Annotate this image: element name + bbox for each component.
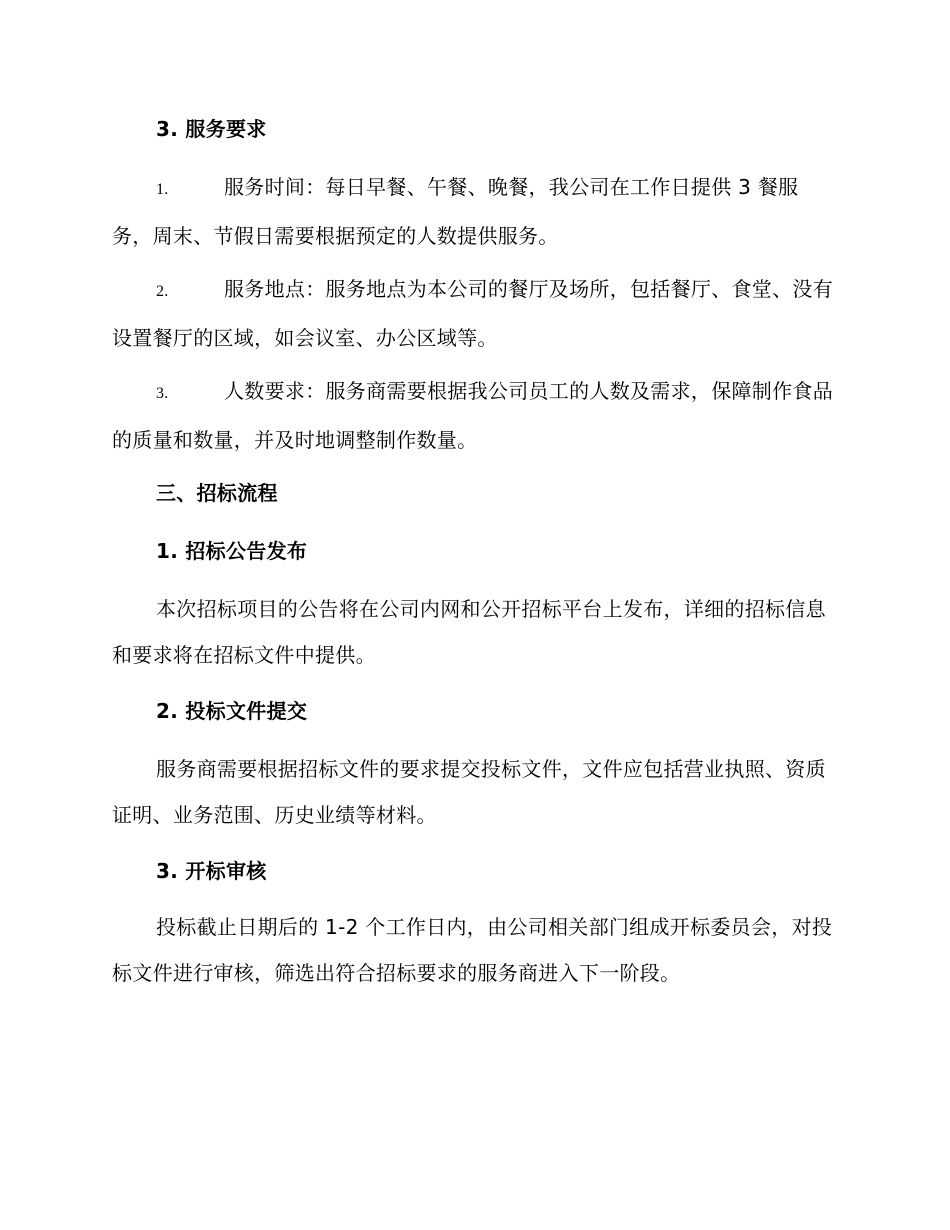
list-number: 3. <box>156 385 169 402</box>
list-number: 2. <box>156 283 169 300</box>
list-item-text: 服务地点：服务地点为本公司的餐厅及场所，包括餐厅、食堂、没有设置餐厅的区域，如会议室、办公区域等。 <box>112 277 833 350</box>
list-item-service-location <box>112 266 834 361</box>
paragraph-bid-announcement: 本次招标项目的公告将在公司内网和公开招标平台上发布，详细的招标信息和要求将在招标文件中提供。 <box>112 597 826 667</box>
subsection-heading-bid-submission: 2. 投标文件提交 <box>156 699 308 723</box>
section-heading-bidding-process: 三、招标流程 <box>156 481 278 505</box>
list-item-text: 服务时间：每日早餐、午餐、晚餐，我公司在工作日提供 3 餐服务，周末、节假日需要根据预定的人数提供服务。 <box>112 175 799 248</box>
list-item-service-time <box>112 164 834 259</box>
section-heading-service-requirements: 3. 服务要求 <box>156 117 267 141</box>
list-number: 1. <box>156 181 169 198</box>
subsection-heading-bid-opening-review: 3. 开标审核 <box>156 859 267 883</box>
paragraph-bid-opening-review: 投标截止日期后的 1-2 个工作日内，由公司相关部门组成开标委员会，对投标文件进行审核，筛选出符合招标要求的服务商进入下一阶段。 <box>112 915 833 985</box>
subsection-heading-bid-announcement: 1. 招标公告发布 <box>156 539 308 563</box>
list-item-headcount-requirement <box>112 368 834 463</box>
paragraph-bid-submission: 服务商需要根据招标文件的要求提交投标文件，文件应包括营业执照、资质证明、业务范围、历史业绩等材料。 <box>112 757 826 827</box>
list-item-text: 人数要求：服务商需要根据我公司员工的人数及需求，保障制作食品的质量和数量，并及时地调整制作数量。 <box>112 379 833 452</box>
